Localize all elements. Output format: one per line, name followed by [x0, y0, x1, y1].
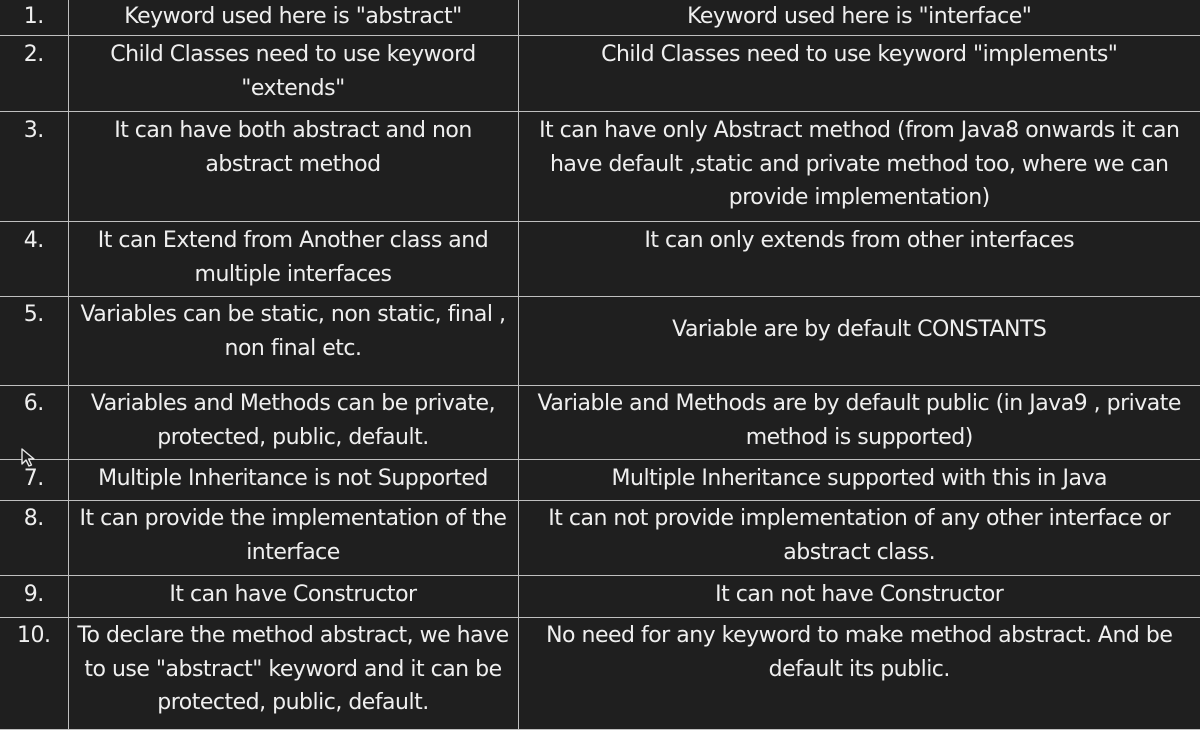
table-row	[0, 36, 1200, 112]
abstract-class-cell: Child Classes need to use keyword "extends"	[68, 36, 518, 112]
table-row	[0, 222, 1200, 297]
row-number: 7.	[0, 460, 68, 501]
table-row	[0, 618, 1200, 730]
interface-cell: Variable and Methods are by default public (in Java9 , private method is supported)	[518, 386, 1200, 460]
interface-cell: No need for any keyword to make method abstract. And be default its public.	[518, 618, 1200, 730]
abstract-class-cell: Variables and Methods can be private, protected, public, default.	[68, 386, 518, 460]
abstract-class-cell: Multiple Inheritance is not Supported	[68, 460, 518, 501]
interface-cell: Variable are by default CONSTANTS	[518, 297, 1200, 386]
interface-cell: Child Classes need to use keyword "implements"	[518, 36, 1200, 112]
abstract-class-cell: It can have both abstract and non abstract method	[68, 112, 518, 222]
row-number: 2.	[0, 36, 68, 112]
table-row	[0, 576, 1200, 618]
abstract-class-cell: To declare the method abstract, we have to use "abstract" keyword and it can be protected, public, default.	[68, 618, 518, 730]
abstract-class-cell: It can have Constructor	[68, 576, 518, 618]
interface-cell: It can not have Constructor	[518, 576, 1200, 618]
interface-cell: It can only extends from other interfaces	[518, 222, 1200, 297]
interface-cell: It can have only Abstract method (from Java8 onwards it can have default ,static and private method too, where we can provide implementation)	[518, 112, 1200, 222]
table-row	[0, 460, 1200, 501]
table-row	[0, 112, 1200, 222]
row-number: 4.	[0, 222, 68, 297]
row-number: 10.	[0, 618, 68, 730]
row-number: 1.	[0, 0, 68, 36]
row-number: 9.	[0, 576, 68, 618]
mouse-cursor-icon	[20, 448, 38, 468]
row-number: 5.	[0, 297, 68, 386]
abstract-class-cell: It can Extend from Another class and multiple interfaces	[68, 222, 518, 297]
row-number: 3.	[0, 112, 68, 222]
abstract-class-cell: It can provide the implementation of the interface	[68, 501, 518, 576]
abstract-class-cell: Variables can be static, non static, final , non final etc.	[68, 297, 518, 386]
table-row	[0, 297, 1200, 386]
row-number: 8.	[0, 501, 68, 576]
interface-cell: It can not provide implementation of any other interface or abstract class.	[518, 501, 1200, 576]
table-row	[0, 0, 1200, 36]
table-row	[0, 501, 1200, 576]
interface-cell: Multiple Inheritance supported with this in Java	[518, 460, 1200, 501]
row-number: 6.	[0, 386, 68, 460]
table-row	[0, 386, 1200, 460]
abstract-class-cell: Keyword used here is "abstract"	[68, 0, 518, 36]
interface-cell: Keyword used here is "interface"	[518, 0, 1200, 36]
